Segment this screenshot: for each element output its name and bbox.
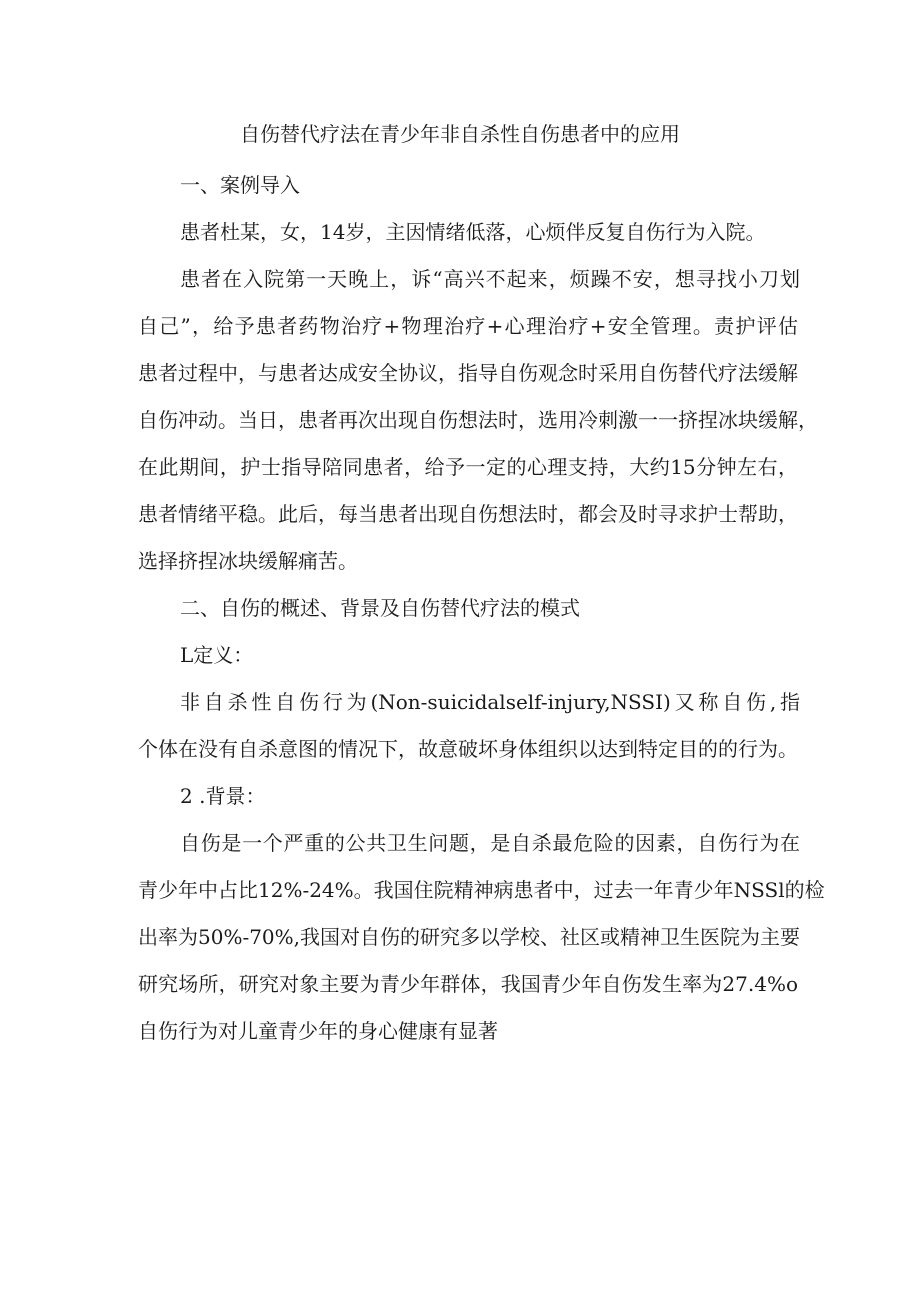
section-heading-overview: 二、自伤的概述、背景及自伤替代疗法的模式: [180, 596, 580, 620]
paragraph-line: 自伤行为对儿童青少年的身心健康有显著: [138, 1019, 498, 1043]
paragraph-line: 自伤是一个严重的公共卫生问题，是自杀最危险的因素，自伤行为在: [180, 831, 800, 855]
section-heading-case: 一、案例导入: [180, 173, 300, 197]
subheading-background: 2 .背景：: [180, 784, 266, 808]
paragraph-line: 青少年中占比12%-24%。我国住院精神病患者中，过去一年青少年NSSl的检: [138, 878, 825, 902]
subheading-definition: L定义：: [180, 643, 254, 667]
paragraph-line: 患者情绪平稳。此后，每当患者出现自伤想法时，都会及时寻求护士帮助，: [138, 502, 798, 526]
paragraph-line: 自伤冲动。当日，患者再次出现自伤想法时，选用冷刺激一一挤捏冰块缓解，: [138, 408, 818, 432]
paragraph-line: 在此期间，护士指导陪同患者，给予一定的心理支持，大约15分钟左右，: [138, 455, 798, 479]
document-title: 自伤替代疗法在青少年非自杀性自伤患者中的应用: [240, 122, 680, 146]
paragraph-line: 自己”，给予患者药物治疗+物理治疗+心理治疗+安全管理。责护评估: [138, 314, 798, 338]
paragraph-line: 患者在入院第一天晚上，诉“高兴不起来，烦躁不安，想寻找小刀划: [180, 267, 800, 291]
paragraph-case-intro: 患者杜某，女，14岁，主因情绪低落，心烦伴反复自伤行为入院。: [180, 220, 766, 244]
paragraph-line: 研究场所，研究对象主要为青少年群体，我国青少年自伤发生率为27.4%o: [138, 972, 798, 996]
paragraph-line: 选择挤捏冰块缓解痛苦。: [138, 549, 358, 573]
paragraph-line: 出率为50%-70%,我国对自伤的研究多以学校、社区或精神卫生医院为主要: [138, 925, 801, 949]
paragraph-line: 个体在没有自杀意图的情况下，故意破坏身体组织以达到特定目的的行为。: [138, 737, 798, 761]
paragraph-line: 患者过程中，与患者达成安全协议，指导自伤观念时采用自伤替代疗法缓解: [138, 361, 798, 385]
paragraph-line: 非自杀性自伤行为(Non-suicidalself-injury,NSSI)又称自伤,指: [180, 690, 800, 714]
